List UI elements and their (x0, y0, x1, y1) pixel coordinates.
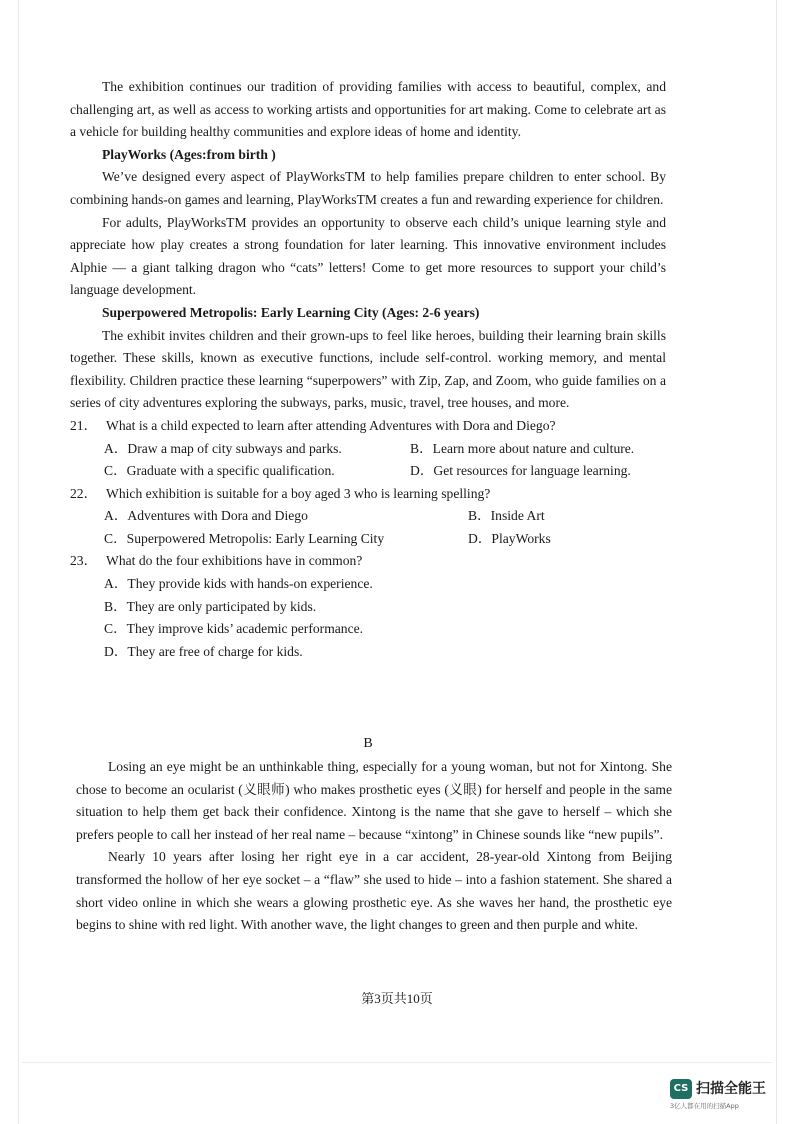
option-a: A．Draw a map of city subways and parks. (104, 440, 342, 456)
option-a: A．They provide kids with hands-on experience. (104, 576, 373, 592)
question-number: 21． (70, 417, 98, 433)
option-d: D．They are free of charge for kids. (104, 643, 303, 659)
options-row (70, 438, 666, 461)
question-stem: Which exhibition is suitable for a boy aged 3 who is learning spelling? (106, 485, 491, 501)
camscanner-logo-icon: CS (670, 1079, 692, 1099)
page-number: 第3页共10页 (361, 991, 433, 1006)
watermark-tagline: 3亿人都在用的扫描App (670, 1102, 739, 1110)
scanner-watermark (670, 1077, 778, 1113)
option-d: D．PlayWorks (468, 530, 551, 546)
passage-b-paragraph-1: Losing an eye might be an unthinkable thing, especially for a young woman, but not for Xintong. She chose to become an ocularist (义眼师) who makes prosthetic eyes (义眼) for herself and people in the same situation to help them get back their confidence. Xintong is the name that she gave to herself – which she prefers people to call her instead of her real name – because “xintong” in Chinese sounds like “new pupils”. (76, 759, 672, 842)
watermark-app-name: 扫描全能王 (696, 1081, 766, 1097)
option-c: C．They improve kids’ academic performance. (104, 621, 364, 637)
options-row (70, 505, 666, 528)
passage-a-paragraph-2: We’ve designed every aspect of PlayWorksTM to help families prepare children to enter school. By combining hands-on games and learning, PlayWorksTM creates a fun and rewarding experience for children. (70, 169, 666, 207)
section-b-label: B (363, 736, 373, 751)
option-b: B．Learn more about nature and culture. (410, 440, 635, 456)
scan-edge-bottom (22, 1062, 772, 1063)
passage-b (76, 756, 672, 937)
option-b: B．Inside Art (468, 508, 545, 524)
option-d: D．Get resources for language learning. (410, 463, 631, 479)
passage-a-paragraph-4: The exhibit invites children and their grown-ups to feel like heroes, building their learning brain skills together. These skills, known as executive functions, include self-control. working memory, and mental flexibility. Children practice these learning “superpowers” with Zip, Zap, and Zoom, who guide families on a series of city adventures exploring the subways, parks, music, travel, tree houses, and more. (70, 327, 666, 411)
question-stem: What is a child expected to learn after attending Adventures with Dora and Diego? (106, 417, 556, 433)
option-a: A．Adventures with Dora and Diego (104, 508, 308, 524)
heading-metropolis: Superpowered Metropolis: Early Learning City (Ages: 2-6 years) (102, 304, 480, 320)
passage-a (70, 76, 666, 663)
question-stem: What do the four exhibitions have in common? (106, 553, 363, 569)
passage-a-paragraph-3: For adults, PlayWorksTM provides an opportunity to observe each child’s unique learning style and appreciate how play creates a strong foundation for later learning. This innovative environment includes Alphie — a giant talking dragon who “cats” letters! Come to get more resources to support your child’s language development. (70, 214, 666, 298)
option-c: C．Graduate with a specific qualification. (104, 463, 335, 479)
options-row (70, 460, 666, 483)
option-c: C．Superpowered Metropolis: Early Learning City (104, 530, 385, 546)
question-21 (70, 415, 666, 438)
heading-playworks: PlayWorks (Ages:from birth ) (102, 146, 276, 162)
scan-edge-right (776, 0, 777, 1124)
question-22 (70, 483, 666, 506)
options-row (70, 528, 666, 551)
question-number: 23． (70, 553, 98, 569)
question-number: 22． (70, 485, 98, 501)
passage-a-paragraph-1: The exhibition continues our tradition of providing families with access to beautiful, complex, and challenging art, as well as access to working artists and opportunities for art making. Come to celebrate art as a vehicle for building healthy communities and explore ideas of home and identity. (70, 79, 666, 140)
question-23 (70, 550, 666, 573)
option-b: B．They are only participated by kids. (104, 598, 317, 614)
scan-edge-left (18, 0, 19, 1124)
passage-b-paragraph-2: Nearly 10 years after losing her right eye in a car accident, 28-year-old Xintong from Beijing transformed the hollow of her eye socket – a “flaw” she used to hide – into a fashion statement. She shared a short video online in which she wears a glowing prosthetic eye. As she waves her hand, the prosthetic eye begins to shine with red light. With another wave, the light changes to green and then purple and white. (76, 849, 672, 933)
